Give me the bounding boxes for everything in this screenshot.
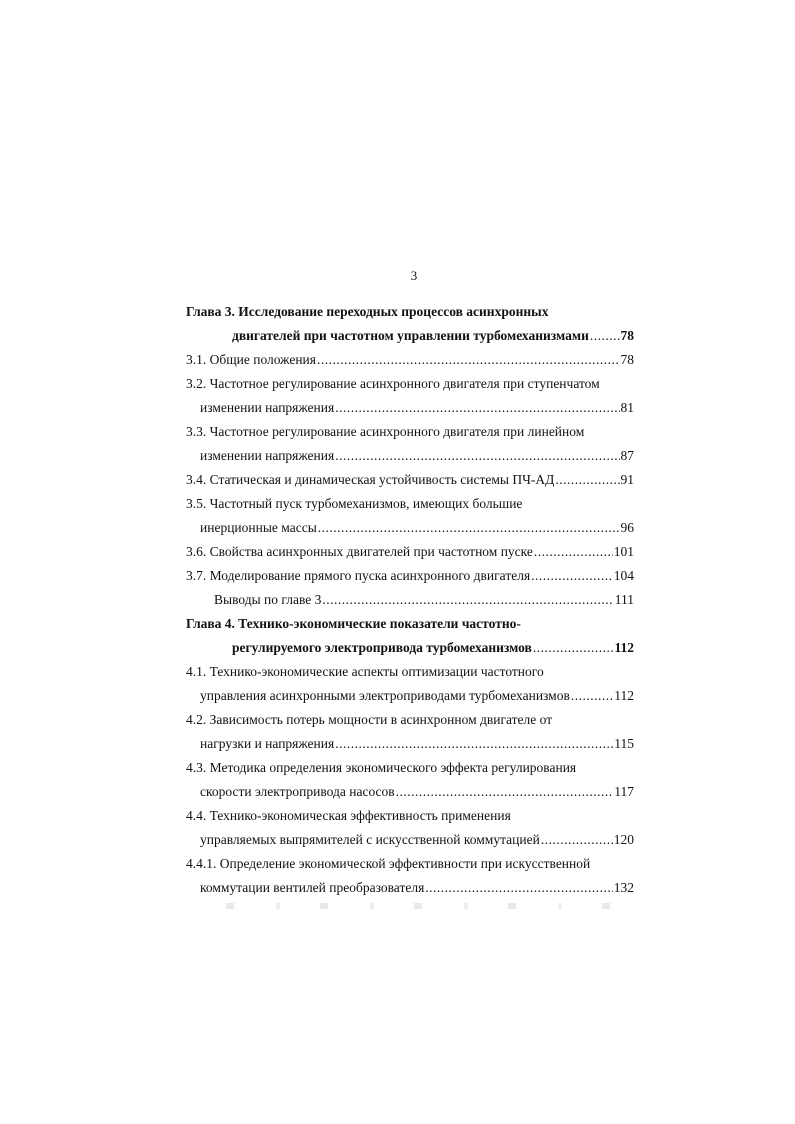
- toc-entry-title: изменении напряжения: [200, 448, 335, 463]
- toc-entry-title: управления асинхронными электроприводами турбомеханизмов: [200, 688, 570, 703]
- toc-entry-page: 96: [620, 520, 634, 535]
- toc-entry-page: 120: [613, 832, 634, 847]
- toc-leader-dots: [534, 540, 613, 564]
- toc-leader-dots: [335, 732, 613, 756]
- toc-entry: [186, 516, 634, 540]
- toc-entry: [186, 324, 634, 348]
- toc-entry: [186, 708, 634, 732]
- toc-entry-page: 112: [614, 688, 634, 703]
- toc-entry: [186, 636, 634, 660]
- toc-entry-title: 3.7. Моделирование прямого пуска асинхронного двигателя: [186, 568, 531, 583]
- toc-entry: [186, 684, 634, 708]
- toc-entry: [186, 732, 634, 756]
- toc-entry: [186, 492, 634, 516]
- toc-entry-title: нагрузки и напряжения: [200, 736, 335, 751]
- toc-entry-title: скорости электропривода насосов: [200, 784, 395, 799]
- toc-entry: [186, 756, 634, 780]
- page-number: 3: [410, 268, 418, 283]
- toc-entry: [186, 396, 634, 420]
- toc-entry-page: 91: [620, 472, 634, 487]
- toc-entry-title: управляемых выпрямителей с искусственной коммутацией: [200, 832, 540, 847]
- toc-entry-title: 3.6. Свойства асинхронных двигателей при частотном пуске: [186, 544, 533, 559]
- toc-entry-title: инерционные массы: [200, 520, 317, 535]
- toc-entry-title: двигателей при частотном управлении турбомеханизмами: [232, 328, 589, 343]
- toc-entry-page: 112: [614, 640, 634, 655]
- toc-entry-title: 3.3. Частотное регулирование асинхронного двигателя при линейном: [186, 424, 585, 439]
- toc-entry: [186, 852, 634, 876]
- toc-entry: [186, 804, 634, 828]
- toc-entry-title: Выводы по главе 3: [214, 592, 322, 607]
- toc-entry: [186, 876, 634, 900]
- toc-leader-dots: [541, 828, 613, 852]
- toc-leader-dots: [425, 876, 612, 900]
- toc-leader-dots: [335, 444, 619, 468]
- toc-leader-dots: [335, 396, 619, 420]
- toc-entry: [186, 828, 634, 852]
- toc-entry-title: 4.4.1. Определение экономической эффективности при искусственной: [186, 856, 591, 871]
- toc-entry-title: 3.2. Частотное регулирование асинхронного двигателя при ступенчатом: [186, 376, 600, 391]
- toc-entry-title: изменении напряжения: [200, 400, 335, 415]
- toc-entry: [186, 588, 634, 612]
- toc-entry-title: 4.1. Технико-экономические аспекты оптимизации частотного: [186, 664, 544, 679]
- toc-leader-dots: [590, 324, 620, 348]
- toc-entry: [186, 420, 634, 444]
- toc-entry: [186, 300, 634, 324]
- table-of-contents: [186, 300, 634, 900]
- toc-entry: [186, 348, 634, 372]
- toc-entry-page: 81: [620, 400, 634, 415]
- toc-entry-title: Глава 4. Технико-экономические показатели частотно-: [186, 616, 521, 631]
- toc-leader-dots: [396, 780, 614, 804]
- toc-entry-title: 4.3. Методика определения экономического эффекта регулирования: [186, 760, 577, 775]
- toc-entry-page: 101: [613, 544, 634, 559]
- toc-leader-dots: [318, 516, 620, 540]
- toc-leader-dots: [555, 468, 619, 492]
- toc-entry: [186, 372, 634, 396]
- toc-entry: [186, 780, 634, 804]
- toc-leader-dots: [571, 684, 613, 708]
- toc-entry-page: 132: [613, 880, 634, 895]
- toc-entry-page: 78: [620, 328, 634, 343]
- toc-entry-page: 111: [614, 592, 634, 607]
- toc-entry: [186, 612, 634, 636]
- toc-entry-page: 104: [613, 568, 634, 583]
- scan-artifact: [186, 903, 626, 909]
- toc-entry-page: 78: [620, 352, 634, 367]
- toc-entry-title: регулируемого электропривода турбомеханизмов: [232, 640, 532, 655]
- toc-leader-dots: [317, 348, 620, 372]
- toc-entry: [186, 468, 634, 492]
- toc-entry-title: 4.4. Технико-экономическая эффективность применения: [186, 808, 511, 823]
- toc-entry-page: 87: [620, 448, 634, 463]
- toc-leader-dots: [533, 636, 614, 660]
- toc-entry: [186, 564, 634, 588]
- toc-entry-title: 3.5. Частотный пуск турбомеханизмов, имеющих большие: [186, 496, 523, 511]
- toc-entry: [186, 660, 634, 684]
- toc-entry-title: 3.4. Статическая и динамическая устойчивость системы ПЧ-АД: [186, 472, 555, 487]
- toc-entry: [186, 444, 634, 468]
- toc-entry-title: коммутации вентилей преобразователя: [200, 880, 425, 895]
- toc-entry-title: Глава 3. Исследование переходных процессов асинхронных: [186, 304, 549, 319]
- toc-entry-page: 117: [614, 784, 634, 799]
- toc-entry: [186, 540, 634, 564]
- toc-entry-title: 3.1. Общие положения: [186, 352, 316, 367]
- toc-leader-dots: [322, 588, 613, 612]
- toc-entry-title: 4.2. Зависимость потерь мощности в асинхронном двигателе от: [186, 712, 553, 727]
- toc-entry-page: 115: [614, 736, 634, 751]
- toc-leader-dots: [531, 564, 613, 588]
